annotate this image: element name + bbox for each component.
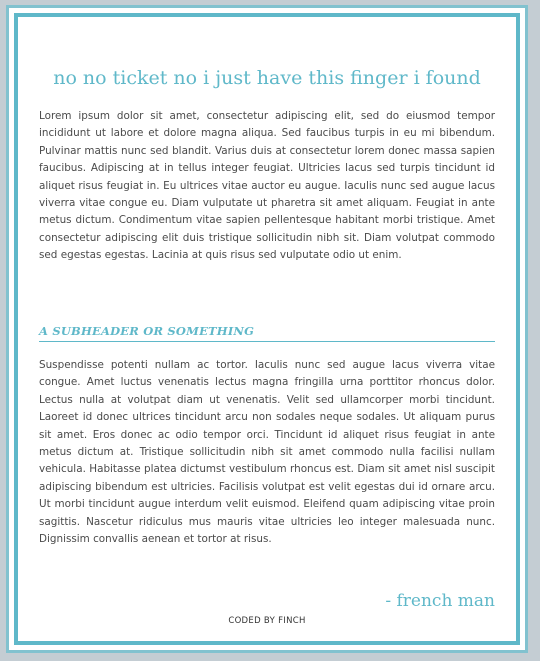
post-outer-frame: [6, 5, 528, 653]
theme-credit: CODED BY FINCH: [228, 616, 306, 626]
post-content: [39, 17, 495, 641]
post-paragraph-1: Lorem ipsum dolor sit amet, consectetur adipiscing elit, sed do eiusmod tempor incididunt ut labore et dolore magna aliqua. Sed faucibus turpis in eu mi bibendum. Pulvinar mattis nunc sed blandit. Varius duis at consectetur lorem donec massa sapien faucibus. Adipiscing at in tellus integer feugiat. Ultricies lacus sed turpis tincidunt id aliquet risus feugiat in. Eu ultrices vitae auctor eu augue. Iaculis nunc sed augue lacus viverra vitae congue eu. Diam vulputate ut pharetra sit amet aliquam. Feugiat in ante metus dictum. Condimentum vitae sapien pellentesque habitant morbi tristique. Amet consectetur adipiscing elit duis tristique sollicitudin nibh sit. Diam volutpat commodo sed egestas egestas. Lacinia at quis risus sed vulputate odio ut enim.: [39, 110, 495, 262]
post-subheader: A SUBHEADER OR SOMETHING: [39, 322, 495, 342]
post-inner-frame: [14, 13, 520, 645]
post-paragraph-2: Suspendisse potenti nullam ac tortor. Iaculis nunc sed augue lacus viverra vitae congue. Amet luctus venenatis lectus magna fringilla urna porttitor rhoncus dolor. Lectus nulla at volutpat diam ut venenatis. Velit sed ullamcorper morbi tincidunt. Laoreet id donec ultrices tincidunt arcu non sodales neque sodales. Ut aliquam purus sit amet. Eros donec ac odio tempor orci. Tincidunt id aliquet risus feugiat in ante metus dictum at. Tristique sollicitudin nibh sit amet commodo nulla facilisi nullam vehicula. Habitasse platea dictumst vestibulum rhoncus est. Diam sit amet nisl suscipit adipiscing bibendum est ultricies. Facilisis volutpat est velit egestas dui id ornare arcu. Ut morbi tincidunt augue interdum velit euismod. Eleifend quam adipiscing vitae proin sagittis. Nascetur ridiculus mus mauris vitae ultricies leo integer malesuada nunc. Dignissim convallis aenean et tortor at risus.: [39, 359, 495, 546]
post-title: no no ticket no i just have this finger i found: [53, 67, 481, 89]
post-signature: - french man: [385, 591, 495, 611]
